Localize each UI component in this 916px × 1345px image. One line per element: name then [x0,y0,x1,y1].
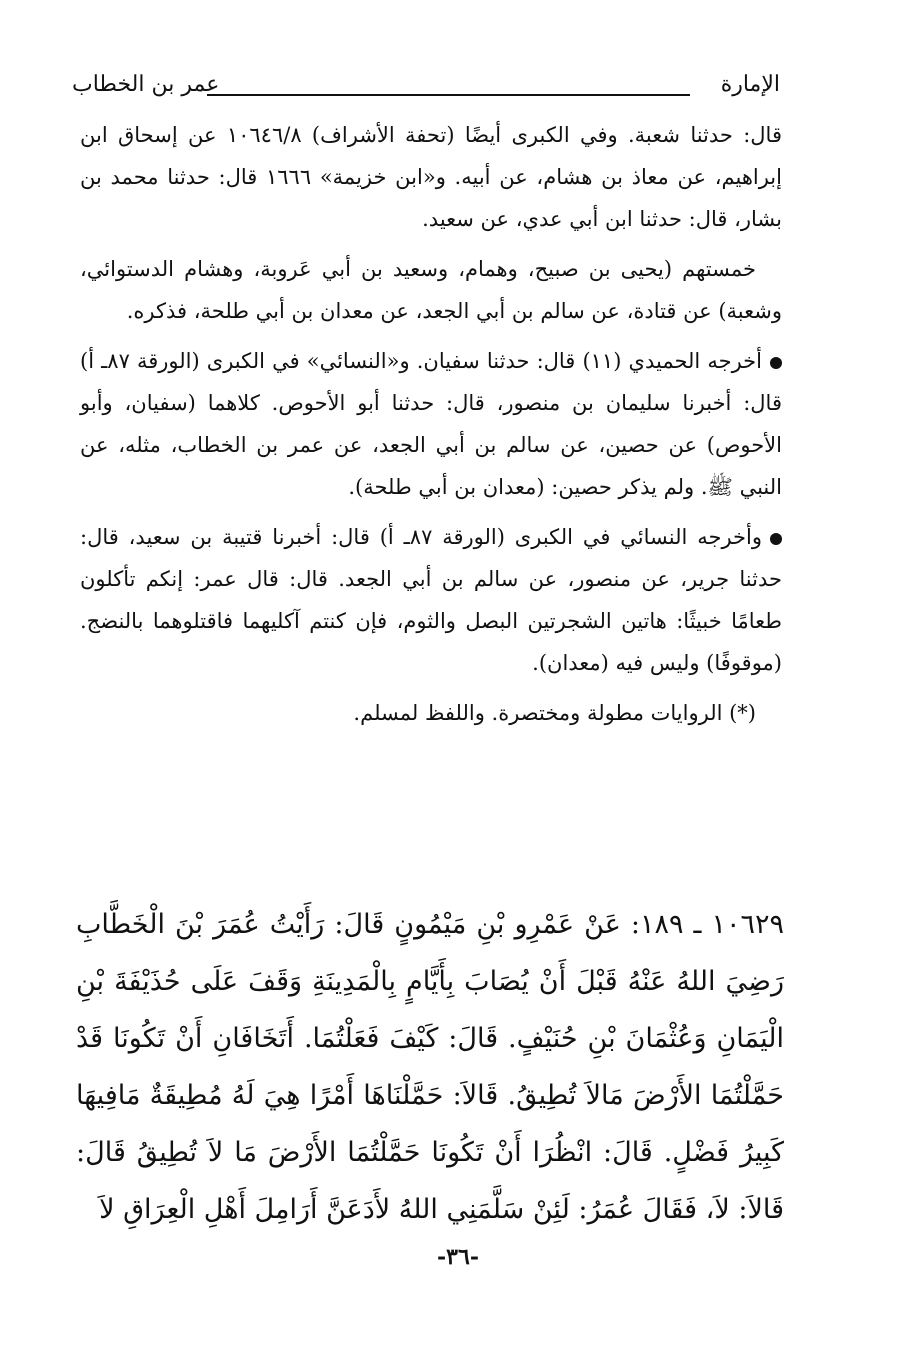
paragraph-4 [80,516,782,684]
bullet-icon [770,357,782,369]
paragraph-3 [80,340,782,508]
page-number: -٣٦- [437,1244,479,1270]
header-chapter-title: عمر بن الخطاب [72,72,220,97]
bullet-icon [770,533,782,545]
running-header [72,70,780,110]
header-section-title: الإمارة [720,72,780,97]
note-line: (*) الروايات مطولة ومختصرة. واللفظ لمسلم. [353,701,756,725]
hadith-text: ١٠٦٢٩ ـ ١٨٩: عَنْ عَمْرِو بْنِ مَيْمُونٍ قَالَ: رَأَيْتُ عُمَرَ بْنَ الْخَطَّابِ رَضِيَ اللهُ عَنْهُ قَبْلَ أَنْ يُصَابَ بِأَيَّامٍ بِالْمَدِينَةِ وَقَفَ عَلَى حُذَيْفَةَ بْنِ الْيَمَانِ وَعُثْمَانَ بْنِ حُنَيْفٍ. قَالَ: كَيْفَ فَعَلْتُمَا. أَتَخَافَانِ أَنْ تَكُونَا قَدْ حَمَّلْتُمَا الأَرْضَ مَالاَ تُطِيقُ. قَالاَ: حَمَّلْنَاهَا أَمْرًا هِيَ لَهُ مُطِيقَةٌ مَافِيهَا كَبِيرُ فَضْلٍ. قَالَ: انْظُرَا أَنْ تَكُونَا حَمَّلْتُمَا الأَرْضَ مَا لاَ تُطِيقُ قَالَ: قَالاَ: لاَ، فَقَالَ عُمَرُ: لَئِنْ سَلَّمَنِي اللهُ لأَدَعَنَّ أَرَامِلَ أَهْلِ الْعِرَاقِ لاَ [76,909,784,1225]
paragraph-4-text: وأخرجه النسائي في الكبرى (الورقة ٨٧ـ أ) قال: أخبرنا قتيبة بن سعيد، قال: حدثنا جرير، عن منصور، عن سالم بن أبي الجعد. قال: قال عمر: إنكم تأكلون طعامًا خبيثًا: هاتين الشجرتين البصل والثوم، فإن كنتم آكليهما فاقتلوهما بالنضج. (موقوفًا) وليس فيه (معدان). [80,525,782,675]
paragraph-2: خمستهم (يحيى بن صبيح، وهمام، وسعيد بن أبي عَروبة، وهشام الدستوائي، وشعبة) عن قتادة، عن سالم بن أبي الجعد، عن معدان بن أبي طلحة، فذكره. [80,257,782,323]
footnote-text-block [80,114,782,734]
paragraph-3-text: أخرجه الحميدي (١١) قال: حدثنا سفيان. و«النسائي» في الكبرى (الورقة ٨٧ـ أ) قال: أخبرنا سليمان بن منصور، قال: حدثنا أبو الأحوص. كلاهما (سفيان، وأبو الأحوص) عن حصين، عن سالم بن أبي الجعد، عن عمر بن الخطاب، مثله، عن النبي ﷺ. ولم يذكر حصين: (معدان بن أبي طلحة). [80,349,782,499]
paragraph-1: قال: حدثنا شعبة. وفي الكبرى أيضًا (تحفة الأشراف) ١٠٦٤٦/٨ عن إسحاق ابن إبراهيم، عن معاذ بن هشام، عن أبيه. و«ابن خزيمة» ١٦٦٦ قال: حدثنا محمد بن بشار، قال: حدثنا ابن أبي عدي، عن سعيد. [80,123,782,231]
header-rule [207,94,690,96]
